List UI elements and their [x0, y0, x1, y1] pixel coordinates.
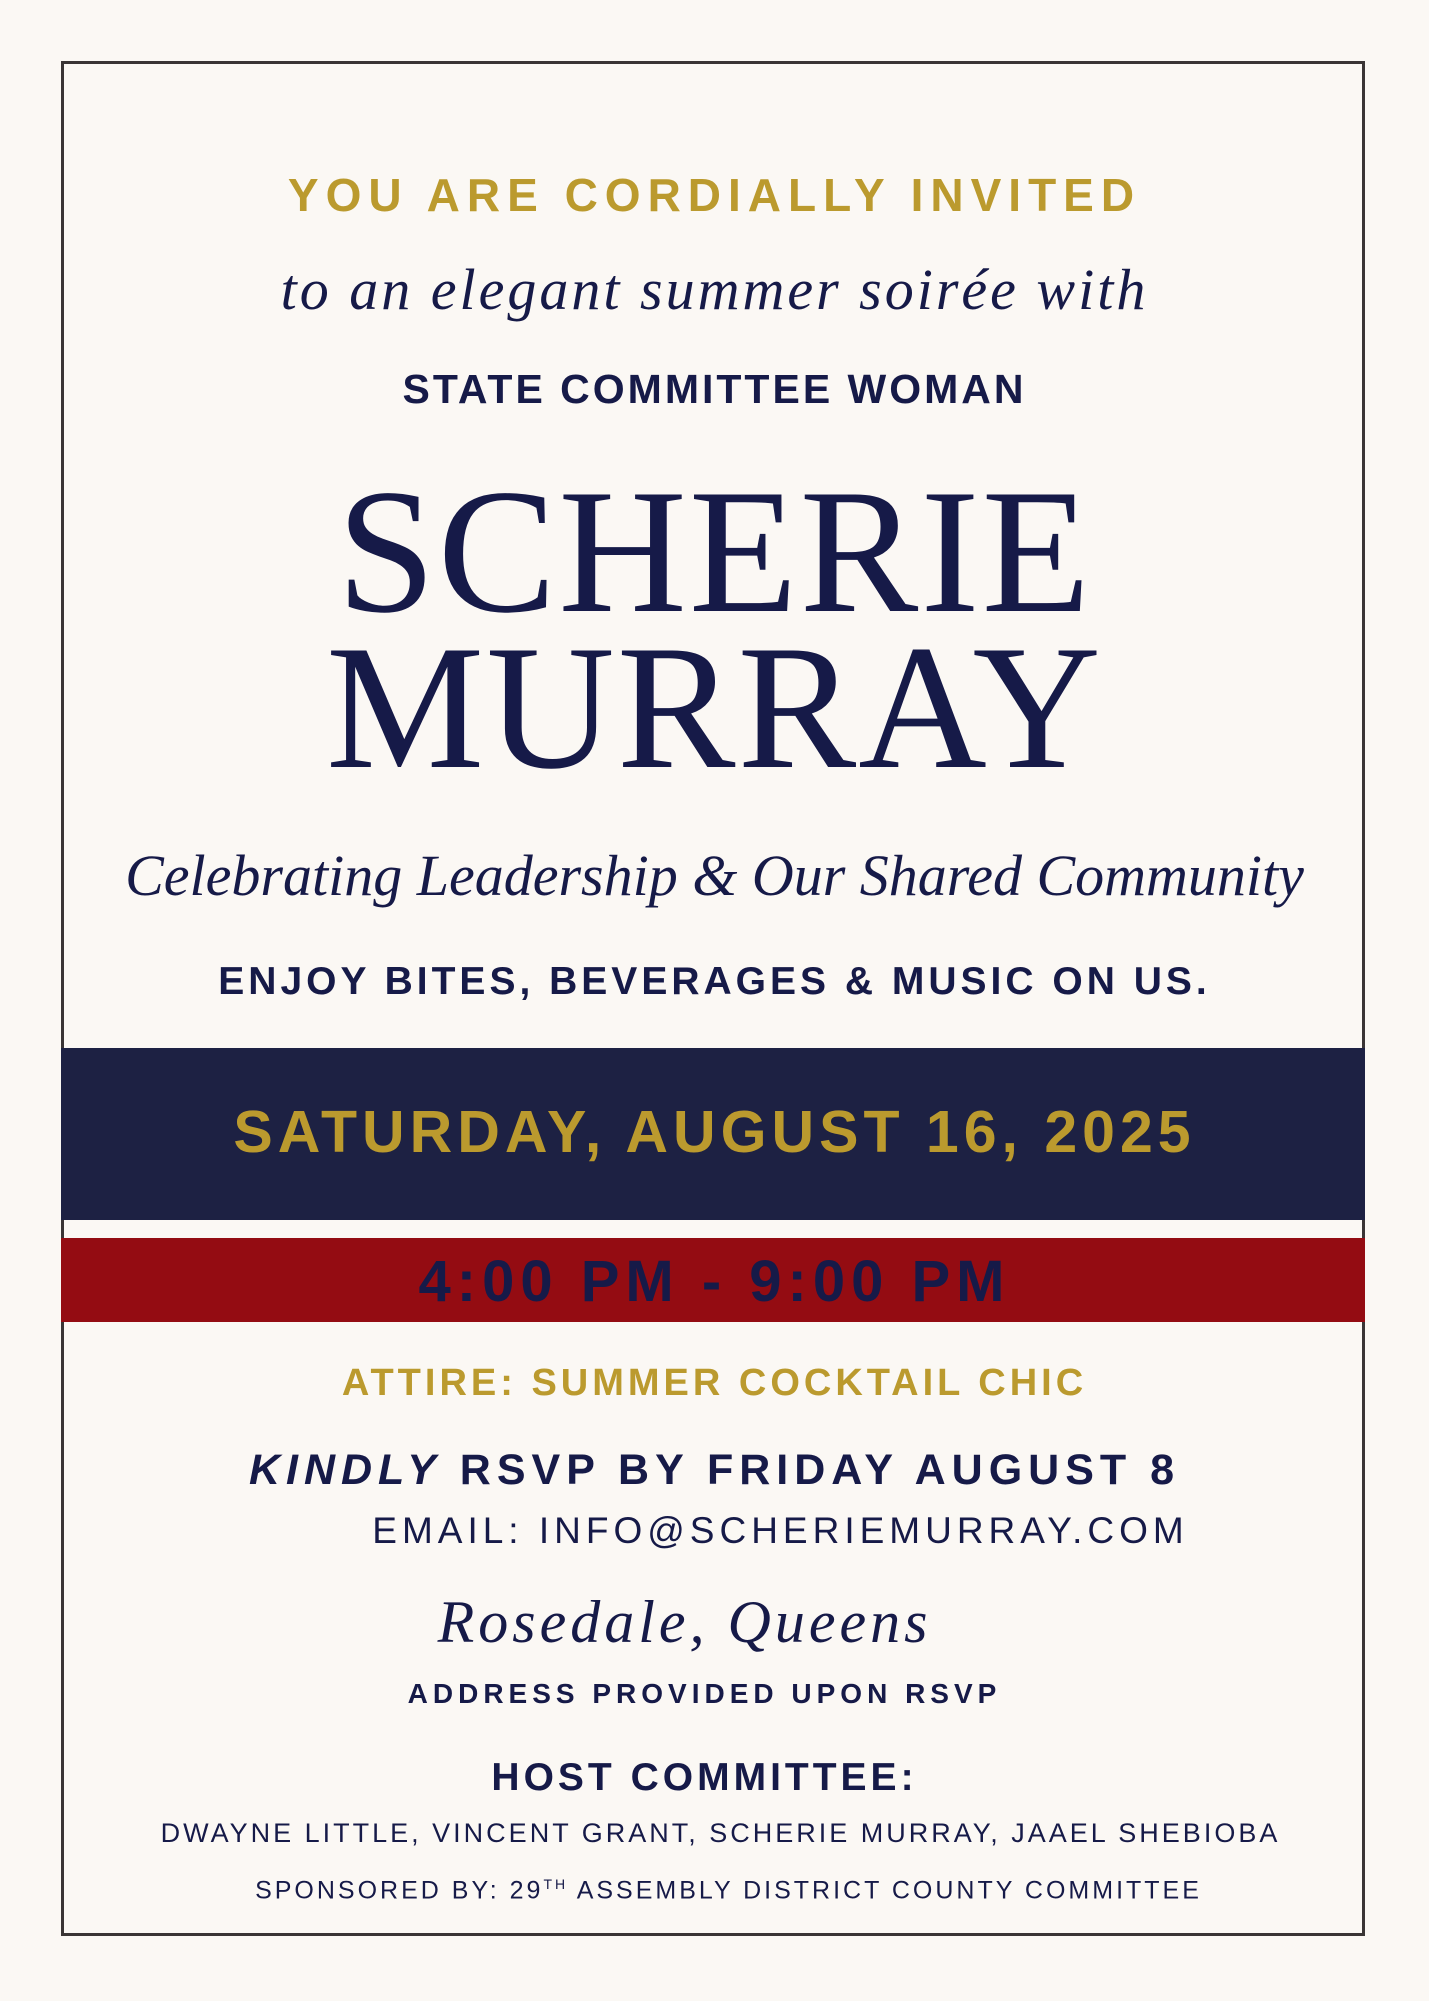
rsvp-text: RSVP BY FRIDAY AUGUST 8 — [441, 1446, 1181, 1494]
event-location: Rosedale, Queens — [437, 1589, 932, 1655]
host-committee-title: HOST COMMITTEE: — [491, 1756, 918, 1799]
rsvp-email[interactable]: EMAIL: INFO@SCHERIEMURRAY.COM — [372, 1510, 1189, 1551]
attire-line: ATTIRE: SUMMER COCKTAIL CHIC — [341, 1362, 1088, 1404]
rsvp-kindly: KINDLY — [248, 1446, 442, 1494]
address-note: ADDRESS PROVIDED UPON RSVP — [407, 1678, 1002, 1709]
enjoy-line: ENJOY BITES, BEVERAGES & MUSIC ON US. — [218, 960, 1211, 1003]
rsvp-line — [0, 1446, 1429, 1495]
invited-heading: YOU ARE CORDIALLY INVITED — [287, 169, 1142, 221]
honoree-first-name: SCHERIE — [336, 452, 1093, 650]
host-committee-names: DWAYNE LITTLE, VINCENT GRANT, SCHERIE MURRAY, JAAEL SHEBIOBA — [160, 1818, 1281, 1848]
tagline: Celebrating Leadership & Our Shared Community — [125, 843, 1304, 908]
sponsor-suffix: ASSEMBLY DISTRICT COUNTY COMMITTEE — [568, 1876, 1202, 1905]
event-time: 4:00 PM - 9:00 PM — [418, 1249, 1011, 1314]
sponsor-line — [14, 1876, 1429, 1905]
honoree-last-name: MURRAY — [325, 608, 1104, 806]
soiree-subheading: to an elegant summer soirée with — [280, 257, 1149, 322]
honoree-role: STATE COMMITTEE WOMAN — [402, 366, 1027, 412]
sponsor-superscript: TH — [543, 1876, 569, 1892]
event-date: SATURDAY, AUGUST 16, 2025 — [233, 1099, 1196, 1165]
sponsor-prefix: SPONSORED BY: 29 — [255, 1876, 544, 1905]
